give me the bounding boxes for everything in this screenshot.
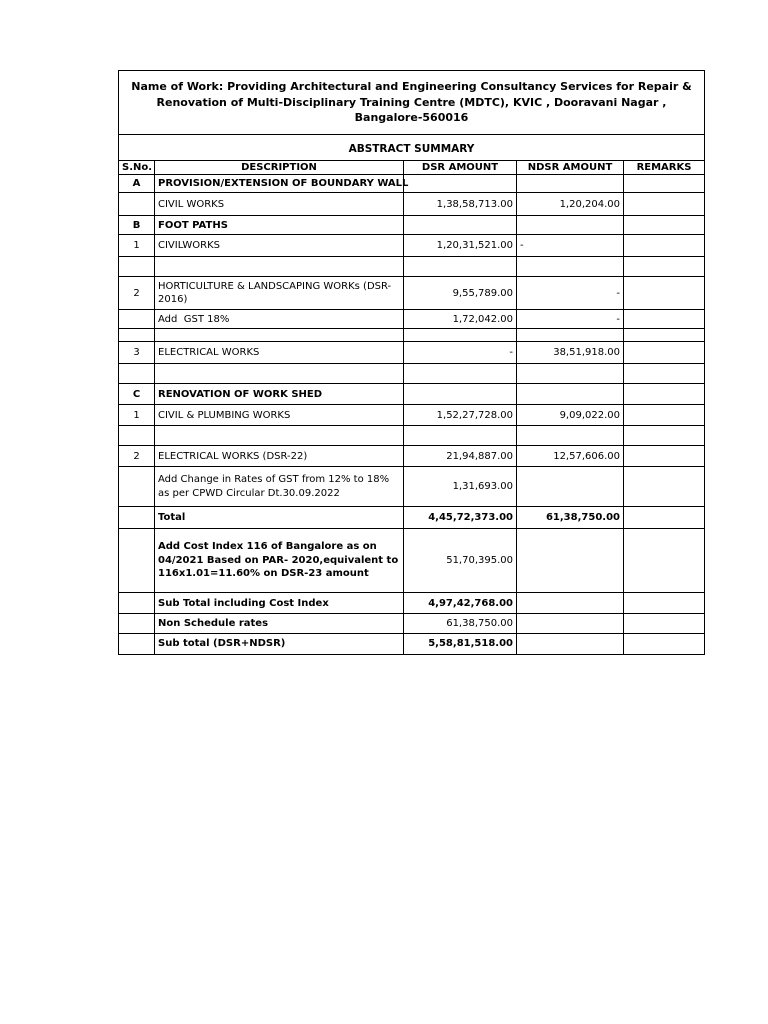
table-row	[119, 364, 704, 384]
cell-remarks	[624, 235, 705, 257]
cell-dsr: 21,94,887.00	[404, 446, 517, 467]
cell-description: Non Schedule rates	[155, 614, 404, 634]
cell-remarks	[624, 364, 705, 384]
cell-ndsr	[517, 593, 624, 614]
cell-sno: B	[119, 216, 155, 235]
cell-dsr: 61,38,750.00	[404, 614, 517, 634]
table-row	[119, 193, 704, 216]
cell-dsr: -	[404, 342, 517, 364]
cell-dsr	[404, 329, 517, 342]
cell-dsr	[404, 175, 517, 193]
table-row	[119, 507, 704, 529]
title-block	[119, 71, 704, 135]
cell-description	[155, 364, 404, 384]
cell-description: Add Change in Rates of GST from 12% to 18% as per CPWD Circular Dt.30.09.2022	[155, 467, 404, 507]
cell-sno	[119, 310, 155, 329]
table-row	[119, 175, 704, 193]
cell-description: ELECTRICAL WORKS	[155, 342, 404, 364]
cell-sno: 1	[119, 405, 155, 426]
cell-description: CIVILWORKS	[155, 235, 404, 257]
cell-remarks	[624, 277, 705, 310]
table-row	[119, 257, 704, 277]
table-row	[119, 529, 704, 593]
cell-description: CIVIL & PLUMBING WORKS	[155, 405, 404, 426]
cell-sno	[119, 634, 155, 654]
cell-sno	[119, 193, 155, 216]
table-row	[119, 614, 704, 634]
cell-remarks	[624, 310, 705, 329]
cell-remarks	[624, 175, 705, 193]
cell-ndsr	[517, 257, 624, 277]
cell-sno: 1	[119, 235, 155, 257]
abstract-table	[119, 161, 704, 654]
cell-ndsr: -	[517, 235, 624, 257]
cell-remarks	[624, 634, 705, 654]
cell-remarks	[624, 193, 705, 216]
cell-sno: 2	[119, 446, 155, 467]
cell-description: RENOVATION OF WORK SHED	[155, 384, 404, 405]
cell-ndsr	[517, 614, 624, 634]
cell-ndsr: 1,20,204.00	[517, 193, 624, 216]
cell-dsr: 5,58,81,518.00	[404, 634, 517, 654]
cell-sno	[119, 507, 155, 529]
cell-sno	[119, 329, 155, 342]
cell-ndsr: -	[517, 310, 624, 329]
cell-ndsr: 9,09,022.00	[517, 405, 624, 426]
cell-description: HORTICULTURE & LANDSCAPING WORKs (DSR-2016)	[155, 277, 404, 310]
cell-remarks	[624, 405, 705, 426]
table-row	[119, 342, 704, 364]
cell-description: Sub Total including Cost Index	[155, 593, 404, 614]
cell-remarks	[624, 614, 705, 634]
cell-sno	[119, 364, 155, 384]
cell-description: FOOT PATHS	[155, 216, 404, 235]
table-row	[119, 384, 704, 405]
cell-remarks	[624, 529, 705, 593]
table-row	[119, 235, 704, 257]
table-row	[119, 467, 704, 507]
cell-description: Sub total (DSR+NDSR)	[155, 634, 404, 654]
cell-ndsr	[517, 384, 624, 405]
table-row	[119, 405, 704, 426]
cell-sno: 2	[119, 277, 155, 310]
cell-dsr: 1,52,27,728.00	[404, 405, 517, 426]
cell-description: CIVIL WORKS	[155, 193, 404, 216]
cell-description: Add Cost Index 116 of Bangalore as on 04/2021 Based on PAR- 2020,equivalent to 116x1.01=11.60% on DSR-23 amount	[155, 529, 404, 593]
cell-sno	[119, 593, 155, 614]
header-sno: S.No.	[119, 161, 155, 175]
header-ndsr-amount: NDSR AMOUNT	[517, 161, 624, 175]
cell-remarks	[624, 426, 705, 446]
abstract-sheet	[118, 70, 705, 655]
cell-description: Add GST 18%	[155, 310, 404, 329]
table-row	[119, 216, 704, 235]
cell-description	[155, 426, 404, 446]
cell-sno: A	[119, 175, 155, 193]
cell-dsr	[404, 426, 517, 446]
cell-dsr	[404, 257, 517, 277]
cell-description	[155, 329, 404, 342]
cell-sno: 3	[119, 342, 155, 364]
cell-dsr: 4,45,72,373.00	[404, 507, 517, 529]
cell-ndsr	[517, 216, 624, 235]
table-row	[119, 426, 704, 446]
cell-remarks	[624, 384, 705, 405]
cell-remarks	[624, 342, 705, 364]
cell-sno	[119, 529, 155, 593]
cell-dsr: 51,70,395.00	[404, 529, 517, 593]
cell-ndsr	[517, 529, 624, 593]
cell-remarks	[624, 446, 705, 467]
cell-dsr: 1,20,31,521.00	[404, 235, 517, 257]
cell-ndsr	[517, 329, 624, 342]
cell-ndsr: 12,57,606.00	[517, 446, 624, 467]
header-remarks: REMARKS	[624, 161, 705, 175]
table-row	[119, 446, 704, 467]
cell-ndsr	[517, 364, 624, 384]
cell-sno	[119, 467, 155, 507]
cell-dsr: 1,38,58,713.00	[404, 193, 517, 216]
cell-dsr: 4,97,42,768.00	[404, 593, 517, 614]
table-row	[119, 277, 704, 310]
cell-dsr	[404, 384, 517, 405]
cell-remarks	[624, 257, 705, 277]
cell-sno: C	[119, 384, 155, 405]
cell-dsr	[404, 216, 517, 235]
table-header-row	[119, 161, 704, 175]
cell-sno	[119, 614, 155, 634]
cell-description: PROVISION/EXTENSION OF BOUNDARY WALL	[155, 175, 404, 193]
table-row	[119, 329, 704, 342]
cell-remarks	[624, 507, 705, 529]
cell-dsr: 1,31,693.00	[404, 467, 517, 507]
cell-remarks	[624, 216, 705, 235]
cell-dsr: 9,55,789.00	[404, 277, 517, 310]
cell-ndsr: -	[517, 277, 624, 310]
cell-sno	[119, 426, 155, 446]
cell-remarks	[624, 593, 705, 614]
cell-sno	[119, 257, 155, 277]
cell-dsr: 1,72,042.00	[404, 310, 517, 329]
cell-ndsr	[517, 426, 624, 446]
abstract-summary-heading: ABSTRACT SUMMARY	[119, 135, 704, 161]
cell-description: Total	[155, 507, 404, 529]
cell-ndsr: 38,51,918.00	[517, 342, 624, 364]
cell-ndsr	[517, 634, 624, 654]
cell-ndsr	[517, 175, 624, 193]
cell-ndsr	[517, 467, 624, 507]
cell-remarks	[624, 329, 705, 342]
cell-description	[155, 257, 404, 277]
cell-ndsr: 61,38,750.00	[517, 507, 624, 529]
header-description: DESCRIPTION	[155, 161, 404, 175]
cell-dsr	[404, 364, 517, 384]
header-dsr-amount: DSR AMOUNT	[404, 161, 517, 175]
table-row	[119, 593, 704, 614]
name-of-work-title: Name of Work: Providing Architectural and Engineering Consultancy Services for Repair & Renovation of Multi-Disciplinary Training Centre (MDTC), KVIC , Dooravani Nagar , Bangalore-560016	[131, 80, 692, 125]
table-row	[119, 634, 704, 654]
table-row	[119, 310, 704, 329]
cell-description: ELECTRICAL WORKS (DSR-22)	[155, 446, 404, 467]
cell-remarks	[624, 467, 705, 507]
